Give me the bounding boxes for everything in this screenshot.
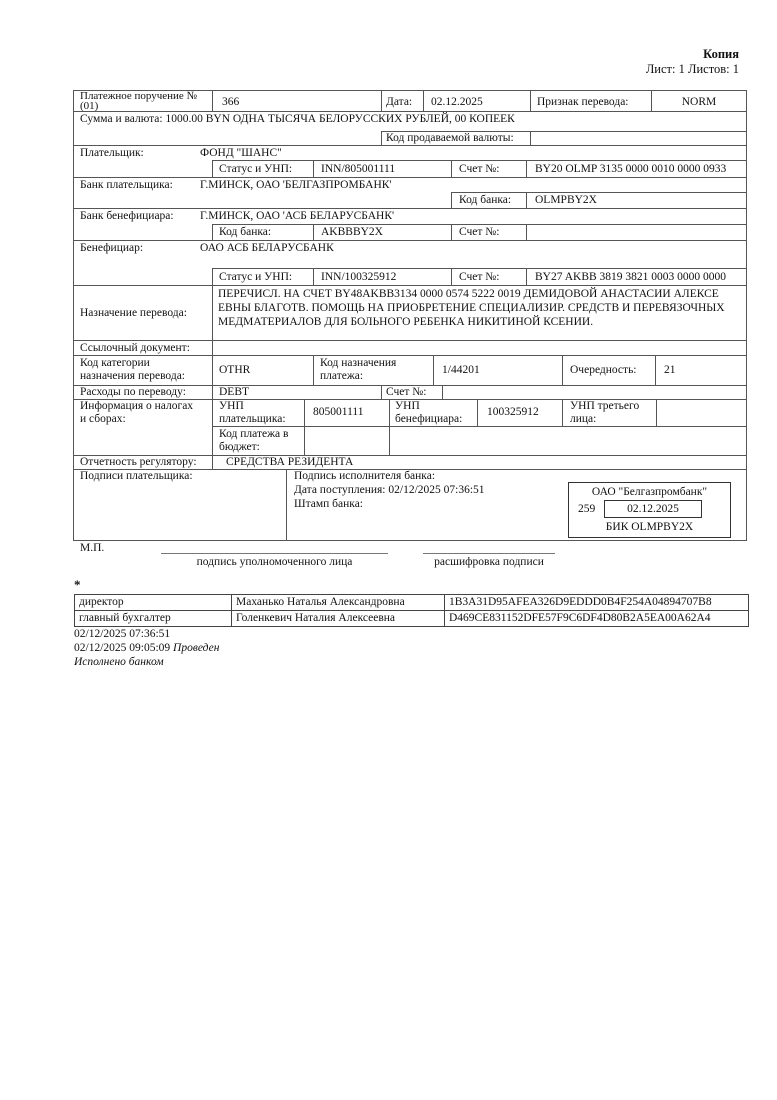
stamp-date: 02.12.2025 xyxy=(627,503,679,515)
beneficiary-account: BY27 AKBB 3819 3821 0003 0000 0000 xyxy=(535,271,727,283)
signer-hash: 1B3A31D95AFEA326D9EDDD0B4F254A04894707B8 xyxy=(449,596,712,608)
purpose-line-2: ЕВНЫ БЛАГОТВ. ПОМОЩЬ НА ПРИОБРЕТЕНИЕ СПЕЦИАЛИЗИР. СРЕДСТВ И ПЕРЕВЯЗОЧНЫХ xyxy=(218,302,725,314)
payer-name: ФОНД "ШАНС" xyxy=(200,147,282,159)
payment-code: 1/44201 xyxy=(442,364,480,376)
payer-bank-code-label: Код банка: xyxy=(459,194,512,206)
budget-code-label-1: Код платежа в xyxy=(219,428,289,440)
payer-bank-name: Г.МИНСК, ОАО 'БЕЛГАЗПРОМБАНК' xyxy=(200,179,392,191)
payer-bank-label: Банк плательщика: xyxy=(80,179,173,191)
regulator-label: Отчетность регулятору: xyxy=(80,456,197,468)
transfer-sign-label: Признак перевода: xyxy=(537,96,629,108)
payment-code-label-2: платежа: xyxy=(320,370,364,382)
beneficiary-account-label: Счет №: xyxy=(459,271,500,283)
payment-code-label-1: Код назначения xyxy=(320,357,397,369)
signer-role: директор xyxy=(79,596,124,608)
order-number: 366 xyxy=(222,96,240,108)
payer-unp-label-1: УНП xyxy=(219,400,244,412)
purpose-line-1: ПЕРЕЧИСЛ. НА СЧЕТ BY48AKBB3134 0000 0574 5222 0019 ДЕМИДОВОЙ АНАСТАСИИ АЛЕКСЕ xyxy=(218,288,719,300)
order-title-label: Платежное поручение № (01) xyxy=(80,90,198,112)
priority-label: Очередность: xyxy=(570,364,637,376)
authorized-signature-caption: подпись уполномоченного лица xyxy=(196,556,353,568)
reference-label: Ссылочный документ: xyxy=(80,342,190,354)
stamp-bik: БИК OLMPBY2X xyxy=(605,521,694,533)
transfer-sign: NORM xyxy=(681,96,717,108)
order-date: 02.12.2025 xyxy=(431,96,483,108)
priority-value: 21 xyxy=(664,364,676,376)
order-date-label: Дата: xyxy=(386,96,413,108)
expenses-label: Расходы по переводу: xyxy=(80,386,186,398)
signer-name: Маханько Наталья Александровна xyxy=(236,596,405,608)
payer-account: BY20 OLMP 3135 0000 0010 0000 0933 xyxy=(535,163,727,175)
beneficiary-unp-label-2: бенефициара: xyxy=(395,413,463,425)
payer-bank-code: OLMPBY2X xyxy=(535,194,597,206)
signer-hash: D469CE831152DFE57F9C6DF4D80B2A5EA00A62A4 xyxy=(449,612,711,624)
beneficiary-status-label: Статус и УНП: xyxy=(219,271,293,283)
regulator-value: СРЕДСТВА РЕЗИДЕНТА xyxy=(226,456,354,468)
log-line-2-time: 02/12/2025 09:05:09 xyxy=(74,642,171,654)
payer-status-label: Статус и УНП: xyxy=(219,163,293,175)
budget-code-label-2: бюджет: xyxy=(219,441,260,453)
sheet-info: Лист: 1 Листов: 1 xyxy=(645,62,739,76)
purpose-line-3: МЕДМАТЕРИАЛОВ ДЛЯ БОЛЬНОГО РЕБЕНКА НИКИТИНОЙ КСЕНИИ. xyxy=(218,316,594,328)
payer-account-label: Счет №: xyxy=(459,163,500,175)
stamp-bank-name: ОАО "Белгазпромбанк" xyxy=(591,486,708,498)
beneficiary-bank-name: Г.МИНСК, ОАО 'АСБ БЕЛАРУСБАНК' xyxy=(200,210,395,222)
bank-executor-label: Подпись исполнителя банка: xyxy=(294,470,436,482)
expenses-value: DEBT xyxy=(219,386,250,398)
beneficiary-status: INN/100325912 xyxy=(321,271,397,283)
signer-role: главный бухгалтер xyxy=(79,612,171,624)
category-label-1: Код категории xyxy=(80,357,150,369)
signer-name: Голенкевич Наталия Алексеевна xyxy=(236,612,396,624)
payer-unp: 805001111 xyxy=(313,406,364,418)
signature-decode-caption: расшифровка подписи xyxy=(434,556,544,568)
bank-stamp-label: Штамп банка: xyxy=(294,498,363,510)
third-party-unp-label-2: лица: xyxy=(570,413,597,425)
log-line-3: Исполнено банком xyxy=(74,656,164,668)
stamp-branch: 259 xyxy=(578,503,596,515)
amount-line: Сумма и валюта: 1000.00 BYN ОДНА ТЫСЯЧА БЕЛОРУССКИХ РУБЛЕЙ, 00 КОПЕЕК xyxy=(80,113,515,125)
beneficiary-bank-code-label: Код банка: xyxy=(219,226,272,238)
beneficiary-unp-label-1: УНП xyxy=(395,400,420,412)
log-line-2 xyxy=(74,642,219,655)
sold-currency-label: Код продаваемой валюты: xyxy=(386,132,514,144)
beneficiary-label: Бенефициар: xyxy=(80,242,144,254)
copy-label: Копия xyxy=(703,47,739,61)
beneficiary-bank-label: Банк бенефициара: xyxy=(80,210,174,222)
beneficiary-name: ОАО АСБ БЕЛАРУСБАНК xyxy=(200,242,334,254)
purpose-label: Назначение перевода: xyxy=(80,307,187,319)
signers-marker: * xyxy=(74,577,81,592)
third-party-unp-label-1: УНП третьего xyxy=(570,400,640,412)
taxes-label-2: и сборах: xyxy=(80,413,126,425)
log-line-1: 02/12/2025 07:36:51 xyxy=(74,628,171,640)
payer-label: Плательщик: xyxy=(80,147,144,159)
payer-status: INN/805001111 xyxy=(321,163,396,175)
received-date: Дата поступления: 02/12/2025 07:36:51 xyxy=(294,484,485,496)
taxes-label-1: Информация о налогах xyxy=(80,400,194,412)
beneficiary-unp: 100325912 xyxy=(487,406,539,418)
category-value: OTHR xyxy=(219,364,251,376)
expenses-account-label: Счет №: xyxy=(386,386,427,398)
log-line-2-status: Проведен xyxy=(173,642,220,654)
beneficiary-bank-code: AKBBBY2X xyxy=(321,226,383,238)
beneficiary-bank-account-label: Счет №: xyxy=(459,226,500,238)
payer-unp-label-2: плательщика: xyxy=(219,413,286,425)
category-label-2: назначения перевода: xyxy=(80,370,185,382)
payer-signatures-label: Подписи плательщика: xyxy=(80,470,193,482)
mp-label: М.П. xyxy=(80,542,105,554)
